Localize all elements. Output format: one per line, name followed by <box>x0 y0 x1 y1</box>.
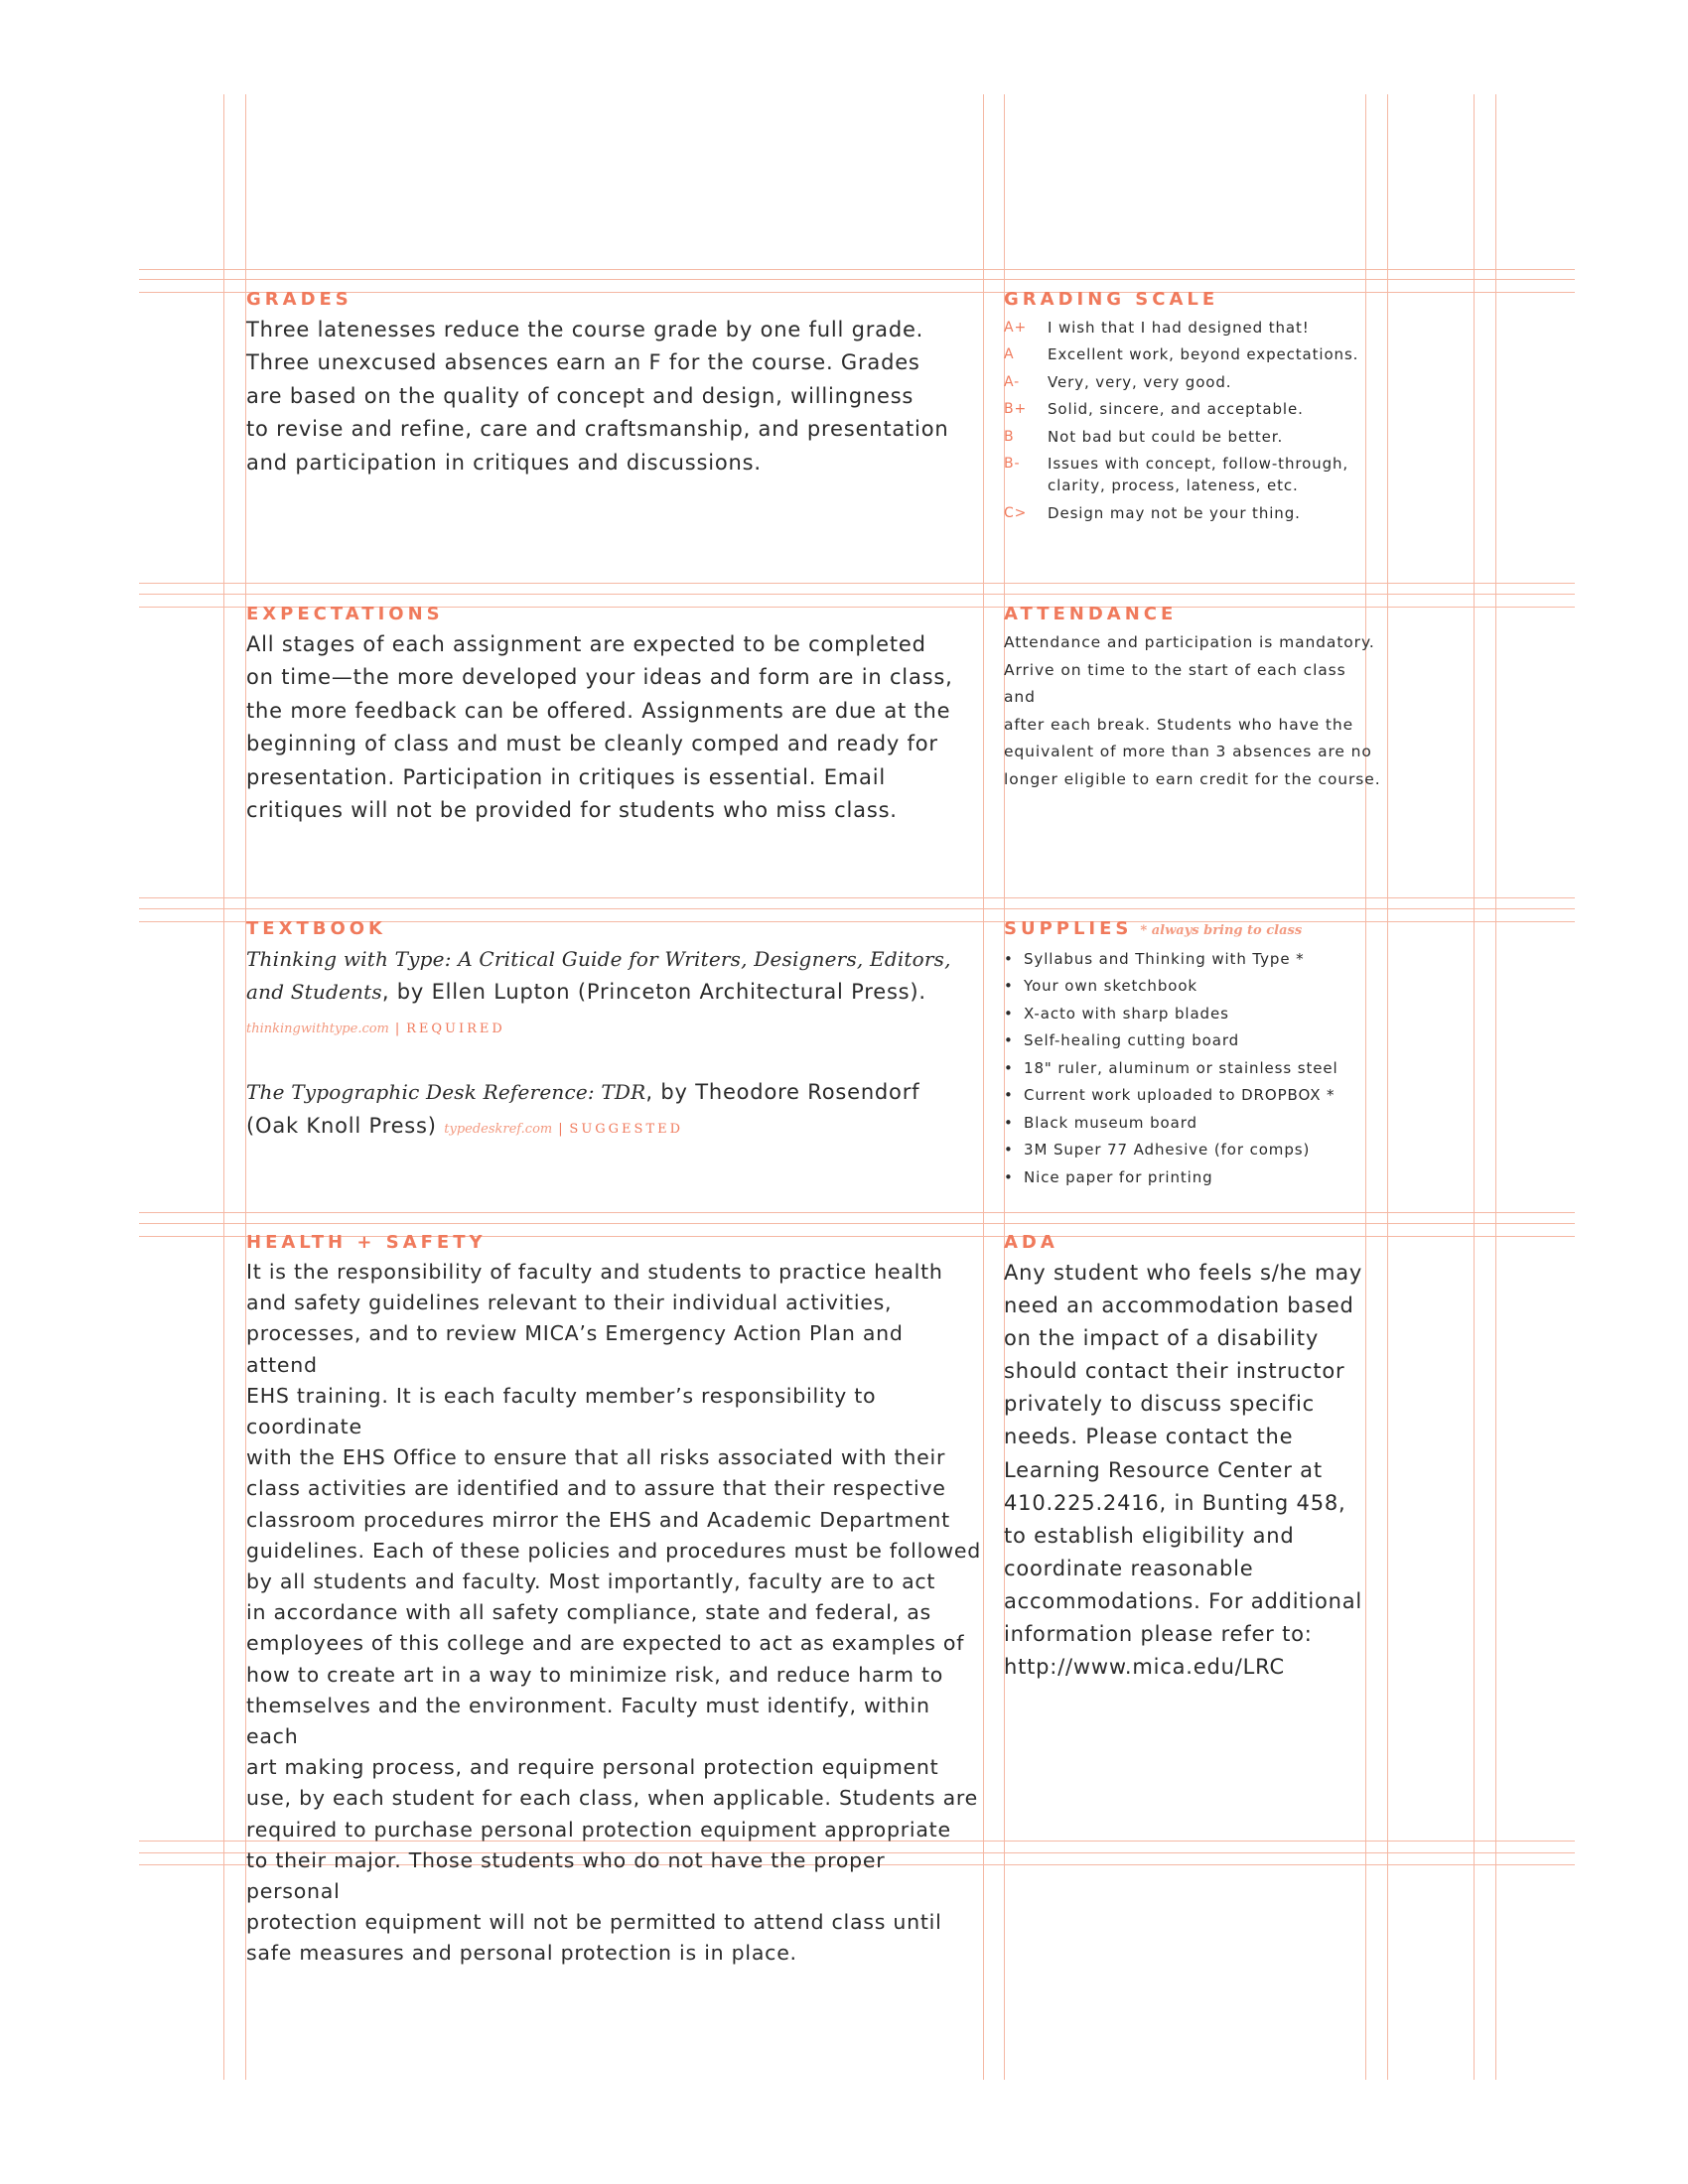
grades-section <box>246 289 961 479</box>
text-line: in accordance with all safety compliance, state and federal, as <box>246 1600 931 1625</box>
supplies-note: * always bring to class <box>1140 923 1303 938</box>
supplies-list <box>1004 948 1381 1188</box>
supplies-heading-row <box>1004 918 1381 942</box>
health-safety-text <box>246 1257 981 1970</box>
supply-label: Syllabus and Thinking with Type * <box>1024 949 1305 968</box>
grade-row <box>1004 371 1361 393</box>
expectations-text <box>246 628 961 827</box>
grade-row <box>1004 317 1361 339</box>
guide-line <box>139 279 1575 280</box>
text-line <box>246 1076 971 1109</box>
book-meta <box>246 1010 971 1045</box>
grades-heading: GRADES <box>246 289 352 310</box>
text-line <box>246 976 971 1009</box>
supply-label: Black museum board <box>1024 1113 1197 1132</box>
text-line: the more feedback can be offered. Assignments are due at the <box>246 698 951 723</box>
guide-line <box>223 94 224 2080</box>
text-line: critiques will not be provided for students who miss class. <box>246 798 898 823</box>
grade-row <box>1004 398 1361 420</box>
guide-line <box>139 1212 1575 1213</box>
bullet-icon: • <box>1004 1058 1014 1077</box>
expectations-section <box>246 604 961 827</box>
bullet-icon: • <box>1004 1141 1014 1159</box>
required-tag: REQUIRED <box>406 1021 505 1036</box>
book-link[interactable]: thinkingwithtype.com <box>246 1021 389 1036</box>
text-line: Three latenesses reduce the course grade by one full grade. <box>246 318 924 341</box>
guide-line <box>139 269 1575 270</box>
text-line: class activities are identified and to assure that their respective <box>246 1476 946 1501</box>
grade-row <box>1004 453 1361 496</box>
bullet-icon: • <box>1004 949 1014 968</box>
list-item <box>1004 975 1381 997</box>
text-line: privately to discuss specific <box>1004 1392 1316 1417</box>
grade-letter: B <box>1004 428 1015 445</box>
bullet-icon: • <box>1004 977 1014 995</box>
text-line: protection equipment will not be permitted to attend class until <box>246 1910 942 1935</box>
list-item <box>1004 1003 1381 1024</box>
text-line: All stages of each assignment are expected to be completed <box>246 632 926 656</box>
text-line: by all students and faculty. Most importantly, faculty are to act <box>246 1570 936 1594</box>
list-item <box>1004 1029 1381 1051</box>
attendance-text <box>1004 629 1381 794</box>
list-item <box>1004 1166 1381 1188</box>
text-line: clarity, process, lateness, etc. <box>1048 477 1299 494</box>
attendance-section <box>1004 604 1381 794</box>
list-item <box>1004 1139 1381 1160</box>
text-line: on time—the more developed your ideas and form are in class, <box>246 665 953 690</box>
ada-text <box>1004 1257 1381 1684</box>
text-line: coordinate reasonable <box>1004 1556 1254 1580</box>
text-line: Attendance and participation is mandatory. <box>1004 633 1375 651</box>
book-title: The Typographic Desk Reference: TDR <box>246 1080 646 1105</box>
book-author: , by Theodore Rosendorf <box>645 1080 920 1105</box>
text-line <box>246 1110 971 1146</box>
text-line: after each break. Students who have the <box>1004 715 1354 734</box>
text-line: presentation. Participation in critiques is essential. Email <box>246 764 886 789</box>
grade-letter: B+ <box>1004 401 1028 417</box>
supply-label: Current work uploaded to DROPBOX * <box>1024 1086 1336 1104</box>
text-line: accommodations. For additional <box>1004 1588 1363 1613</box>
guide-line <box>139 583 1575 584</box>
text-line: and safety guidelines relevant to their individual activities, <box>246 1291 893 1315</box>
book-title: and Students <box>246 980 382 1005</box>
text-line: on the impact of a disability <box>1004 1326 1320 1351</box>
expectations-heading: EXPECTATIONS <box>246 604 444 624</box>
grade-letter: C> <box>1004 504 1028 521</box>
grade-description: I wish that I had designed that! <box>1048 318 1310 337</box>
text-line: beginning of class and must be cleanly comped and ready for <box>246 732 938 756</box>
supply-label: X-acto with sharp blades <box>1024 1004 1229 1023</box>
text-line: equivalent of more than 3 absences are no <box>1004 743 1372 761</box>
bullet-icon: • <box>1004 1113 1014 1132</box>
grade-description: Not bad but could be better. <box>1048 427 1284 446</box>
text-line: Arrive on time to the start of each class and <box>1004 660 1346 707</box>
grade-row <box>1004 502 1361 524</box>
text-line: to establish eligibility and <box>1004 1523 1295 1548</box>
book-title: Thinking with Type: A Critical Guide for Writers, Designers, Editors, <box>246 947 951 971</box>
text-line: and participation in critiques and discussions. <box>246 450 762 475</box>
text-line: EHS training. It is each faculty member’s responsibility to coordinate <box>246 1383 877 1439</box>
guide-line <box>139 594 1575 595</box>
grade-description: Solid, sincere, and acceptable. <box>1048 400 1304 418</box>
supplies-section <box>1004 918 1381 1188</box>
suggested-tag: SUGGESTED <box>569 1121 684 1137</box>
text-line: processes, and to review MICA’s Emergency Action Plan and attend <box>246 1321 904 1377</box>
health-safety-heading: HEALTH + SAFETY <box>246 1232 487 1253</box>
text-line: Issues with concept, follow-through, <box>1048 455 1349 473</box>
text-line: Three unexcused absences earn an F for the course. Grades <box>246 350 920 375</box>
guide-line <box>983 94 984 2080</box>
text-line: are based on the quality of concept and design, willingness <box>246 383 914 408</box>
text-line: It is the responsibility of faculty and students to practice health <box>246 1260 943 1284</box>
text-line: themselves and the environment. Faculty must identify, within each <box>246 1693 930 1749</box>
textbook-section <box>246 918 971 1146</box>
text-line: to revise and refine, care and craftsmanship, and presentation <box>246 417 949 442</box>
text-line: how to create art in a way to minimize risk, and reduce harm to <box>246 1662 944 1687</box>
text-line: needs. Please contact the <box>1004 1425 1294 1449</box>
text-line: guidelines. Each of these policies and procedures must be followed <box>246 1538 981 1563</box>
book-required <box>246 943 971 1045</box>
guide-line <box>1387 94 1388 2080</box>
grading-scale-heading: GRADING SCALE <box>1004 289 1219 310</box>
grade-row <box>1004 426 1361 448</box>
supply-label: 18" ruler, aluminum or stainless steel <box>1024 1058 1338 1077</box>
supply-label: Nice paper for printing <box>1024 1167 1213 1186</box>
grade-letter: A- <box>1004 373 1021 390</box>
list-item <box>1004 1112 1381 1134</box>
text-line: should contact their instructor <box>1004 1359 1345 1384</box>
book-author: , by Ellen Lupton (Princeton Architectural Press). <box>381 980 926 1005</box>
lrc-link[interactable]: http://www.mica.edu/LRC <box>1004 1655 1285 1680</box>
guide-line <box>1495 94 1496 2080</box>
guide-line <box>1474 94 1475 2080</box>
text-line: required to purchase personal protection equipment appropriate <box>246 1817 951 1842</box>
book-suggested <box>246 1076 971 1146</box>
text-line: with the EHS Office to ensure that all risks associated with their <box>246 1445 946 1470</box>
grade-row <box>1004 343 1361 365</box>
bullet-icon: • <box>1004 1167 1014 1186</box>
supply-label: 3M Super 77 Adhesive (for comps) <box>1024 1141 1311 1159</box>
guide-line <box>139 908 1575 909</box>
text-line: 410.225.2416, in Bunting 458, <box>1004 1490 1346 1515</box>
list-item <box>1004 948 1381 970</box>
grade-letter: B- <box>1004 456 1021 472</box>
separator: | <box>394 1021 401 1036</box>
text-line: need an accommodation based <box>1004 1294 1354 1318</box>
supplies-heading: SUPPLIES <box>1004 918 1133 939</box>
text-line: art making process, and require personal protection equipment <box>246 1755 939 1780</box>
guide-line <box>139 1223 1575 1224</box>
bullet-icon: • <box>1004 1004 1014 1023</box>
text-line: employees of this college and are expected to act as examples of <box>246 1631 965 1656</box>
textbook-heading: TEXTBOOK <box>246 918 387 939</box>
text-line: longer eligible to earn credit for the course. <box>1004 769 1381 788</box>
supply-label: Your own sketchbook <box>1024 977 1198 995</box>
book-link[interactable]: typedeskref.com <box>444 1121 553 1137</box>
text-line: Any student who feels s/he may <box>1004 1261 1363 1285</box>
grade-description: Excellent work, beyond expectations. <box>1048 345 1359 363</box>
separator: | <box>558 1121 564 1137</box>
grade-description: Very, very, very good. <box>1048 372 1232 391</box>
bullet-icon: • <box>1004 1031 1014 1049</box>
text-line: to their major. Those students who do not have the proper personal <box>246 1847 886 1904</box>
guide-line <box>139 897 1575 898</box>
grade-letter: A+ <box>1004 319 1028 336</box>
text-line: classroom procedures mirror the EHS and Academic Department <box>246 1507 950 1532</box>
book-publisher: (Oak Knoll Press) <box>246 1113 437 1138</box>
grade-description: Design may not be your thing. <box>1048 503 1301 522</box>
list-item <box>1004 1084 1381 1106</box>
health-safety-section <box>246 1232 981 1970</box>
attendance-heading: ATTENDANCE <box>1004 604 1178 624</box>
bullet-icon: • <box>1004 1086 1014 1104</box>
supply-label: Self-healing cutting board <box>1024 1031 1240 1049</box>
grade-description <box>1048 453 1348 496</box>
grading-scale-section <box>1004 289 1361 524</box>
text-line: information please refer to: <box>1004 1622 1313 1647</box>
ada-section <box>1004 1232 1381 1684</box>
grades-text <box>246 314 961 479</box>
list-item <box>1004 1057 1381 1079</box>
grading-scale-list <box>1004 317 1361 524</box>
ada-heading: ADA <box>1004 1232 1058 1253</box>
text-line: use, by each student for each class, when applicable. Students are <box>246 1786 978 1811</box>
text-line: Learning Resource Center at <box>1004 1457 1323 1482</box>
text-line: safe measures and personal protection is in place. <box>246 1941 797 1966</box>
grade-letter: A <box>1004 346 1015 362</box>
